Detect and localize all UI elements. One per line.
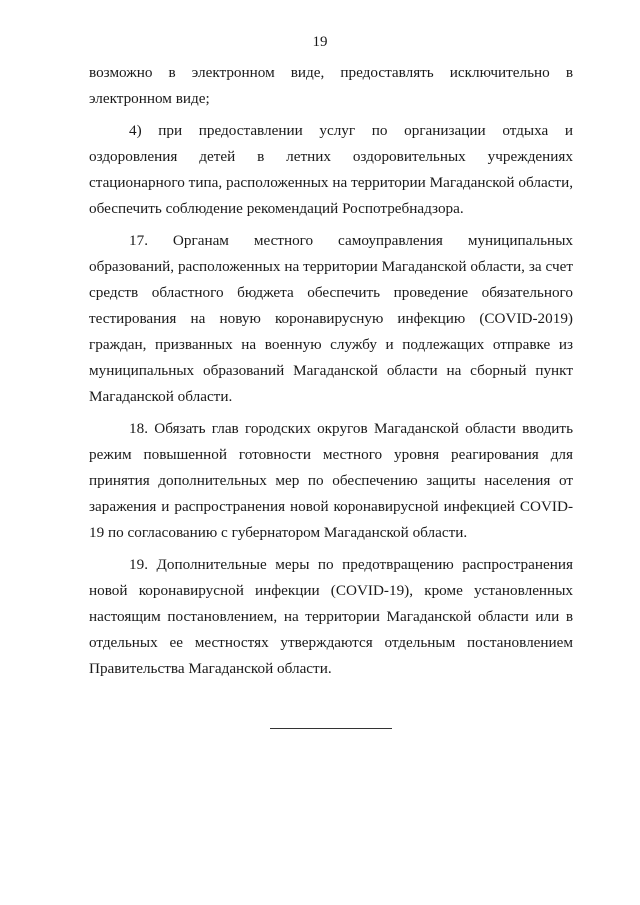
paragraph-19: 19. Дополнительные меры по предотвращению распространения новой коронавирусной инфекции (COVID-19), кроме установленных настоящим постановлением, на территории Магаданской области или в отдельных ее местностях утверждаются отдельным постановлением Правительства Магаданской области. [89,556,573,677]
end-divider [270,728,392,729]
paragraph-item-4: 4) при предоставлении услуг по организации отдыха и оздоровления детей в летних оздоровительных учреждениях стационарного типа, расположенных на территории Магаданской области, обеспечить соблюдение рекомендаций Роспотребнадзора. [89,122,573,217]
page-number: 19 [312,34,328,50]
document-body [89,60,573,682]
paragraph-continuation: возможно в электронном виде, предоставлять исключительно в электронном виде; [89,64,573,107]
paragraph-17: 17. Органам местного самоуправления муниципальных образований, расположенных на территории Магаданской области, за счет средств областного бюджета обеспечить проведение обязательного тестирования на новую коронавирусную инфекцию (COVID-2019) граждан, призванных на военную службу и подлежащих отправке из муниципальных образований Магаданской области на сборный пункт Магаданской области. [89,232,573,405]
paragraph-18: 18. Обязать глав городских округов Магаданской области вводить режим повышенной готовности местного уровня реагирования для принятия дополнительных мер по обеспечению защиты населения от заражения и распространения новой коронавирусной инфекцией COVID-19 по согласованию с губернатором Магаданской области. [89,420,573,541]
